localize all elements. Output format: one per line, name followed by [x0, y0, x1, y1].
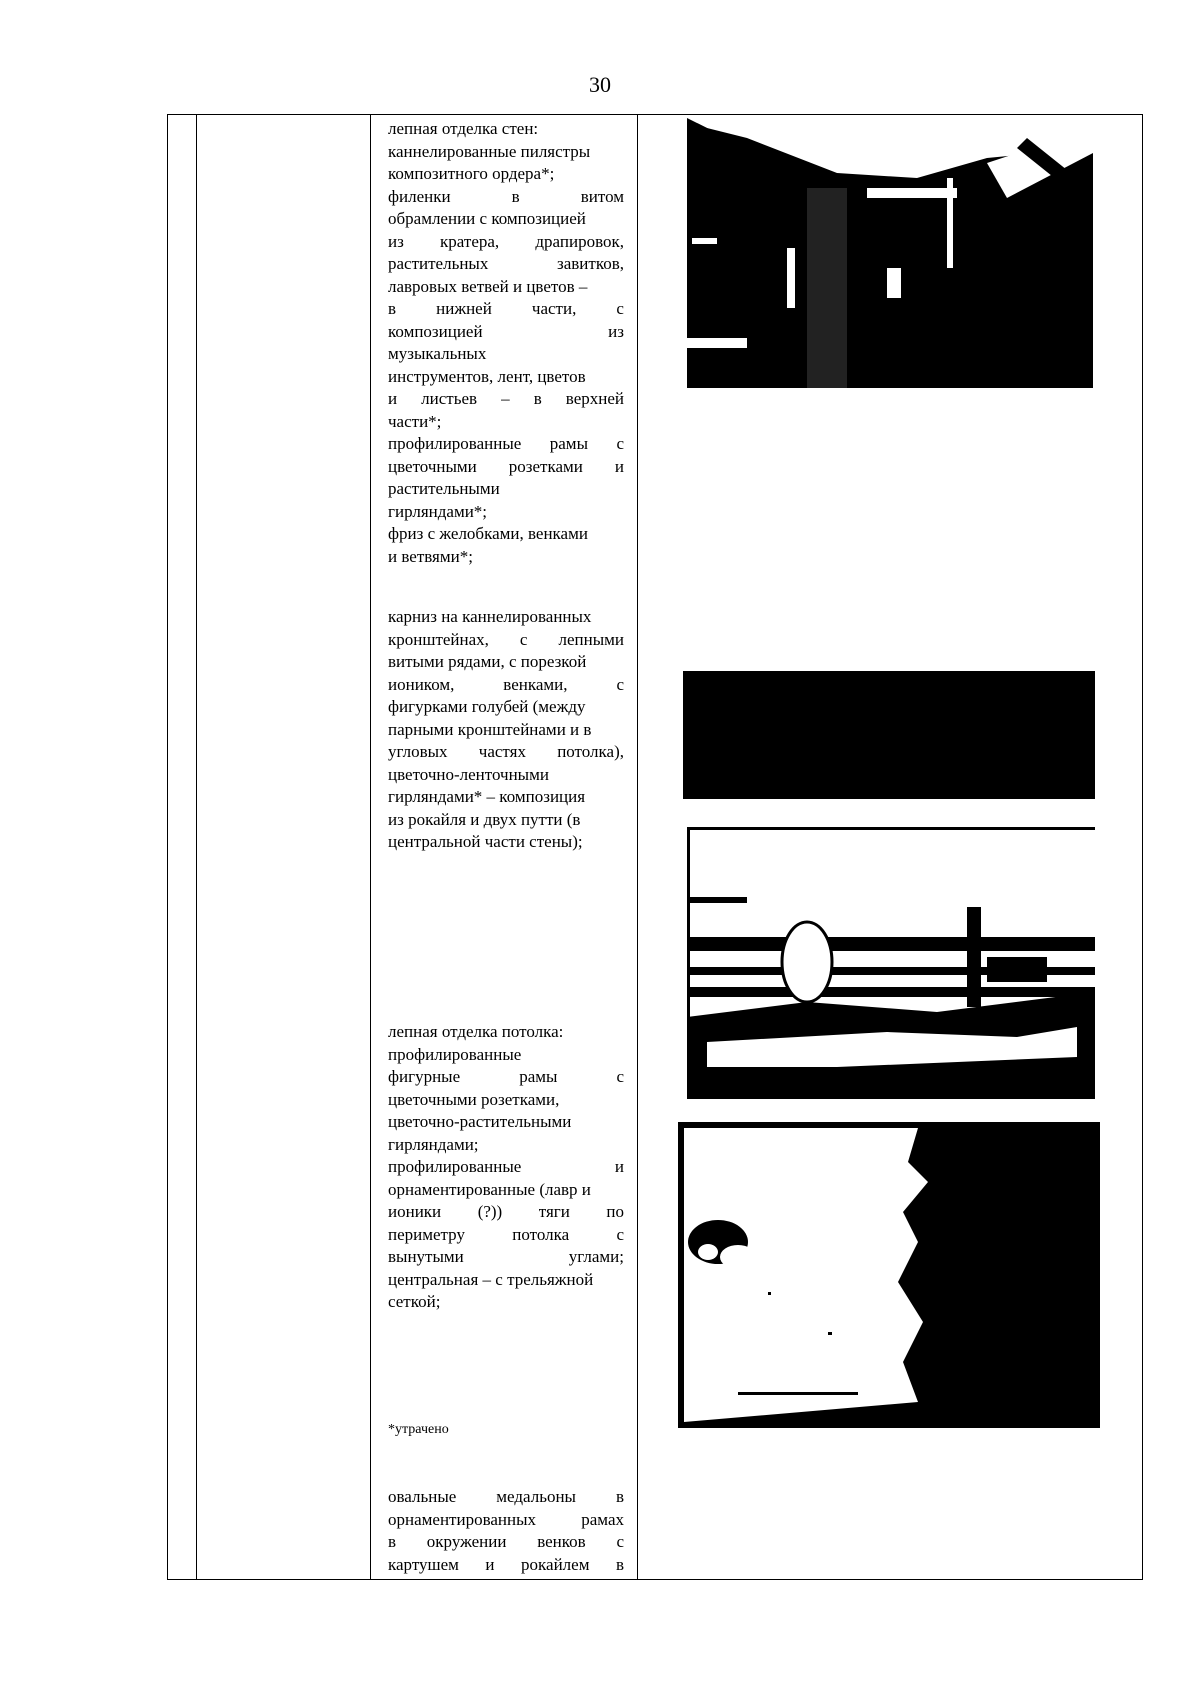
text-line: фигурные рамы с: [388, 1067, 624, 1086]
column-divider-1: [196, 115, 197, 1579]
text-line: фигурками голубей (между: [388, 697, 586, 716]
text-line: иоником, венками, с: [388, 674, 624, 694]
text-line: парными кронштейнами и в: [388, 719, 592, 739]
walls-description: [388, 118, 624, 568]
text-line: обрамлении с композицией: [388, 209, 586, 228]
text-line: профилированные и: [388, 1157, 624, 1176]
text-line: из кратера, драпировок,: [388, 231, 624, 251]
text-line: профилированные: [388, 1044, 522, 1064]
photo-ceiling-detail: [678, 1122, 1100, 1428]
text-line: угловых частях потолка),: [388, 742, 624, 761]
text-line: филенки в витом: [388, 186, 624, 206]
text-line: вынутыми углами;: [388, 1247, 624, 1266]
text-line: орнаментированных рамах: [388, 1509, 624, 1529]
text-line: и листьев – в верхней: [388, 389, 624, 408]
photo-cornice-detail: [687, 827, 1095, 1099]
column-divider-3: [637, 115, 638, 1579]
text-line: части*;: [388, 411, 442, 431]
column-divider-2: [370, 115, 371, 1579]
page-number: 30: [589, 72, 611, 97]
text-line: витыми рядами, с порезкой: [388, 652, 587, 671]
photo-interior-wall: [687, 118, 1093, 388]
text-line: в окружении венков с: [388, 1532, 624, 1551]
text-line: картушем и рокайлем в: [388, 1554, 624, 1574]
text-line: кронштейнах, с лепными: [388, 629, 624, 649]
text-line: инструментов, лент, цветов: [388, 366, 586, 386]
text-line: из рокайля и двух путти (в: [388, 809, 581, 829]
text-line: периметру потолка с: [388, 1224, 624, 1244]
text-line: цветочными розетками и: [388, 456, 624, 476]
text-line: сеткой;: [388, 1292, 441, 1311]
text-line: гирляндами*;: [388, 501, 488, 521]
text-line: композитного ордера*;: [388, 164, 555, 183]
text-line: гирляндами;: [388, 1134, 479, 1154]
text-line: цветочно-растительными: [388, 1112, 572, 1131]
property-table: [167, 114, 1143, 1580]
footnote-lost: *утрачено: [388, 1422, 449, 1437]
text-line: музыкальных: [388, 344, 487, 363]
text-line: лавровых ветвей и цветов –: [388, 276, 588, 296]
text-line: и ветвями*;: [388, 546, 473, 566]
text-line: лепная отделка потолка:: [388, 1022, 564, 1041]
text-line: цветочными розетками,: [388, 1089, 560, 1109]
photo-black-panel: [683, 671, 1095, 799]
text-line: гирляндами* – композиция: [388, 787, 586, 806]
text-line: фриз с желобками, венками: [388, 524, 588, 543]
text-line: цветочно-ленточными: [388, 764, 549, 784]
text-line: лепная отделка стен:: [388, 119, 539, 138]
text-line: растительных завитков,: [388, 254, 624, 273]
text-line: карниз на каннелированных: [388, 607, 592, 626]
text-line: ионики (?)) тяги по: [388, 1202, 624, 1221]
cornice-description: [388, 606, 624, 854]
text-line: орнаментированные (лавр и: [388, 1179, 591, 1199]
text-line: профилированные рамы с: [388, 434, 624, 453]
ceiling-description: [388, 1021, 624, 1314]
text-line: композицией из: [388, 321, 624, 341]
text-line: растительными: [388, 479, 500, 498]
text-line: центральная – с трельяжной: [388, 1269, 594, 1289]
text-line: овальные медальоны в: [388, 1487, 624, 1506]
text-line: каннелированные пилястры: [388, 141, 591, 161]
text-line: центральной части стены);: [388, 832, 583, 851]
text-line: в нижней части, с: [388, 299, 624, 318]
medallions-description: [388, 1486, 624, 1576]
